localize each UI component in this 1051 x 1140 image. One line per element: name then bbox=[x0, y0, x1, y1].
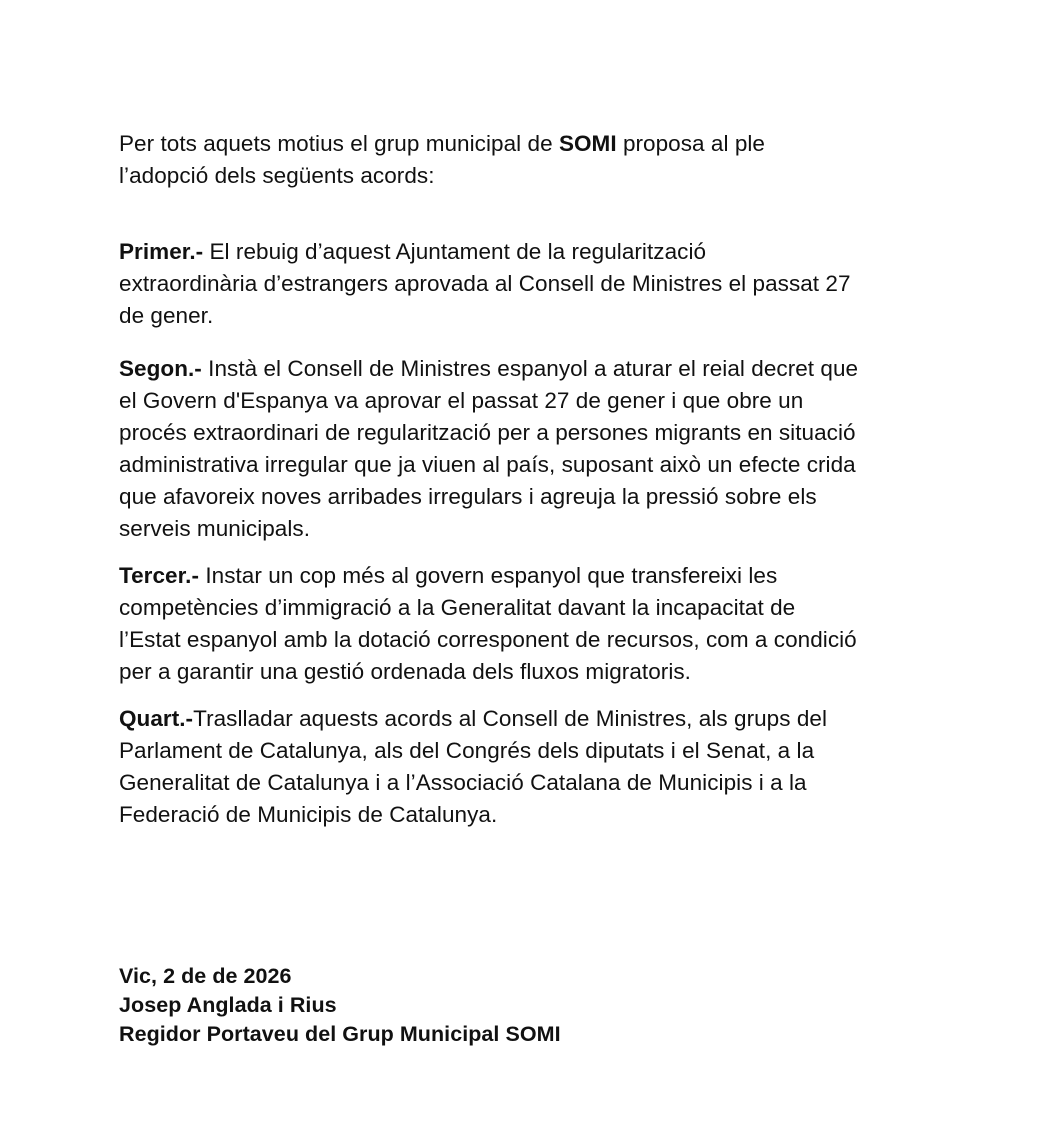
agreement-primer bbox=[119, 236, 979, 332]
agreement-quart bbox=[119, 703, 979, 831]
signature-block bbox=[119, 962, 979, 1049]
agreement-primer-line-3: de gener. bbox=[119, 303, 214, 328]
agreement-segon-text-1: Instà el Consell de Ministres espanyol a aturar el reial decret que bbox=[201, 356, 859, 381]
party-name: SOMI bbox=[558, 131, 617, 156]
agreement-tercer-line-4: per a garantir una gestió ordenada dels fluxos migratoris. bbox=[119, 659, 691, 684]
agreement-quart-heading: Quart.- bbox=[119, 706, 194, 731]
agreement-primer-heading: Primer.- bbox=[119, 239, 204, 264]
intro-paragraph bbox=[119, 128, 979, 192]
agreement-quart-line-4: Federació de Municipis de Catalunya. bbox=[119, 802, 498, 827]
agreement-segon-line-6: serveis municipals. bbox=[119, 516, 311, 541]
agreement-segon-line-1 bbox=[119, 353, 979, 385]
agreement-segon-line-4: administrativa irregular que ja viuen al país, suposant això un efecte crida bbox=[119, 452, 856, 477]
agreement-tercer-text-1: Instar un cop més al govern espanyol que transfereixi les bbox=[199, 563, 778, 588]
intro-line-1 bbox=[119, 128, 979, 160]
agreement-tercer-line-2: competències d’immigració a la Generalitat davant la incapacitat de bbox=[119, 595, 796, 620]
agreement-tercer-line-3: l’Estat espanyol amb la dotació corresponent de recursos, com a condició bbox=[119, 627, 857, 652]
agreement-primer-line-2: extraordinària d’estrangers aprovada al Consell de Ministres el passat 27 bbox=[119, 271, 851, 296]
intro-text-before: Per tots aquets motius el grup municipal de bbox=[119, 131, 559, 156]
signature-role: Regidor Portaveu del Grup Municipal SOMI bbox=[119, 1022, 561, 1046]
agreement-quart-line-2: Parlament de Catalunya, als del Congrés dels diputats i el Senat, a la bbox=[119, 738, 815, 763]
agreement-quart-text-1: Traslladar aquests acords al Consell de Ministres, als grups del bbox=[193, 706, 828, 731]
agreement-segon-line-2: el Govern d'Espanya va aprovar el passat 27 de gener i que obre un bbox=[119, 388, 804, 413]
agreement-primer-line-1 bbox=[119, 236, 979, 268]
agreement-tercer-heading: Tercer.- bbox=[119, 563, 200, 588]
agreement-quart-line-3: Generalitat de Catalunya i a l’Associació Catalana de Municipis i a la bbox=[119, 770, 807, 795]
agreement-tercer-line-1 bbox=[119, 560, 979, 592]
agreement-quart-line-1 bbox=[119, 703, 979, 735]
agreement-segon bbox=[119, 353, 979, 545]
intro-text-after: proposa al ple bbox=[616, 131, 765, 156]
agreement-segon-line-3: procés extraordinari de regularització per a persones migrants en situació bbox=[119, 420, 856, 445]
intro-line-2: l’adopció dels següents acords: bbox=[119, 163, 435, 188]
agreement-tercer bbox=[119, 560, 979, 688]
signature-place-date: Vic, 2 de de 2026 bbox=[119, 964, 292, 988]
agreement-segon-line-5: que afavoreix noves arribades irregulars i agreuja la pressió sobre els bbox=[119, 484, 817, 509]
agreement-segon-heading: Segon.- bbox=[119, 356, 202, 381]
agreement-primer-text-1: El rebuig d’aquest Ajuntament de la regularització bbox=[203, 239, 707, 264]
signature-name: Josep Anglada i Rius bbox=[119, 993, 337, 1017]
